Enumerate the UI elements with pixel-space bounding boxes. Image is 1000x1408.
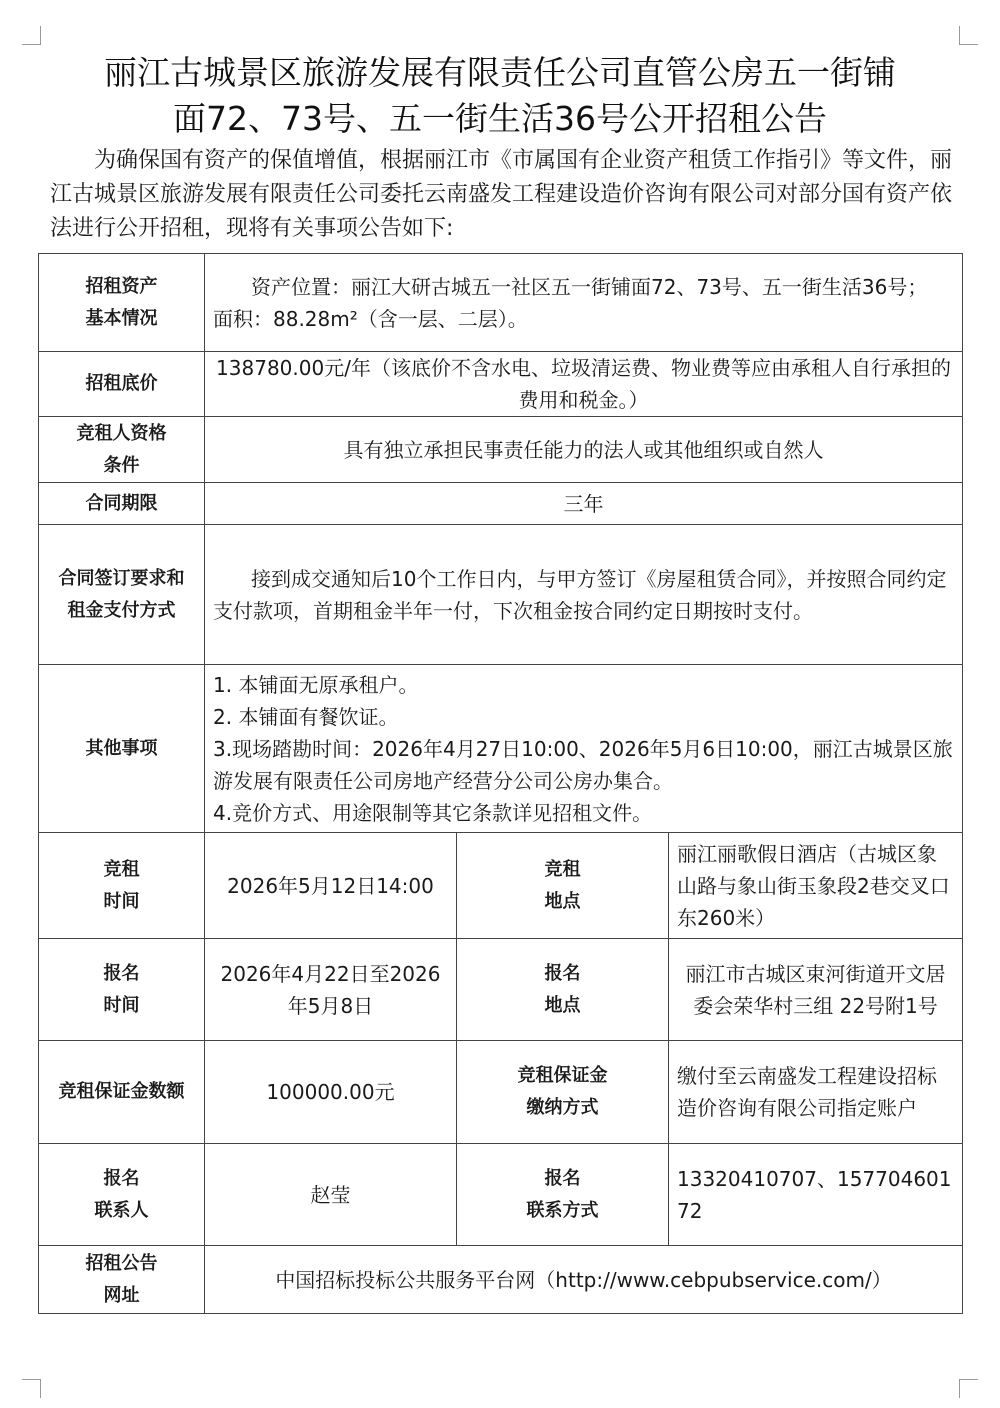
asset-value (205, 254, 963, 352)
reg-place-value: 丽江市古城区束河街道开文居委会荣华村三组 22号附1号 (669, 939, 963, 1041)
reg-time-label: 报名 时间 (39, 939, 205, 1041)
bid-time-label: 竞租 时间 (39, 833, 205, 939)
term-label: 合同期限 (39, 483, 205, 525)
table-row (39, 352, 963, 417)
bid-time-value: 2026年5月12日14:00 (205, 833, 457, 939)
asset-area: 面积：88.28m²（含一层、二层）。 (213, 306, 528, 331)
title-line-1: 丽江古城景区旅游发展有限责任公司直管公房五一街铺 (104, 53, 896, 92)
table-row (39, 1041, 963, 1144)
deposit-label: 竞租保证金数额 (39, 1041, 205, 1144)
table-row (39, 483, 963, 525)
contract-label: 合同签订要求和 租金支付方式 (39, 525, 205, 665)
reg-place-label: 报名 地点 (457, 939, 669, 1041)
bid-place-value: 丽江丽歌假日酒店（古城区象山路与象山街玉象段2巷交叉口东260米） (669, 833, 963, 939)
table-row (39, 254, 963, 352)
table-row (39, 939, 963, 1041)
other-item: 1. 本铺面无原承租户。 (213, 672, 419, 697)
other-item: 4.竞价方式、用途限制等其它条款详见招租文件。 (213, 800, 653, 825)
notice-table (38, 253, 963, 1314)
intro-paragraph: 为确保国有资产的保值增值，根据丽江市《市属国有企业资产租赁工作指引》等文件，丽江古城景区旅游发展有限责任公司委托云南盛发工程建设造价咨询有限公司对部分国有资产依法进行公开招租，现将有关事项公告如下: (50, 148, 953, 241)
other-item: 3.现场踏勘时间：2026年4月27日10:00、2026年5月6日10:00，丽江古城景区旅游发展有限责任公司房地产经营分公司公房办集合。 (213, 736, 953, 793)
other-item: 2. 本铺面有餐饮证。 (213, 704, 399, 729)
crop-mark-bottom-right (959, 1379, 978, 1398)
crop-mark-bottom-left (22, 1379, 41, 1398)
table-row (39, 833, 963, 939)
asset-location: 资产位置：丽江大研古城五一社区五一街铺面72、73号、五一街生活36号； (251, 274, 928, 299)
document-title (40, 50, 960, 142)
contact-label: 报名 联系人 (39, 1144, 205, 1246)
contact-value: 赵莹 (205, 1144, 457, 1246)
crop-mark-top-left (22, 26, 41, 45)
bid-place-label: 竞租 地点 (457, 833, 669, 939)
other-value (205, 665, 963, 833)
deposit-value: 100000.00元 (205, 1041, 457, 1144)
website-label: 招租公告 网址 (39, 1246, 205, 1314)
contract-value: 接到成交通知后10个工作日内，与甲方签订《房屋租赁合同》，并按照合同约定支付款项，首期租金半年一付，下次租金按合同约定日期按时支付。 (205, 525, 963, 665)
qualification-label: 竞租人资格 条件 (39, 417, 205, 483)
contact-phone-label: 报名 联系方式 (457, 1144, 669, 1246)
table-row (39, 665, 963, 833)
other-label: 其他事项 (39, 665, 205, 833)
contact-phone-value: 13320410707、15770460172 (669, 1144, 963, 1246)
base-price-label: 招租底价 (39, 352, 205, 417)
term-value: 三年 (205, 483, 963, 525)
table-row (39, 1144, 963, 1246)
reg-time-value: 2026年4月22日至2026年5月8日 (205, 939, 457, 1041)
asset-label: 招租资产 基本情况 (39, 254, 205, 352)
base-price-value: 138780.00元/年（该底价不含水电、垃圾清运费、物业费等应由承租人自行承担的费用和税金。） (205, 352, 963, 417)
website-link[interactable]: 中国招标投标公共服务平台网（http://www.cebpubservice.com/） (205, 1246, 963, 1314)
deposit-method-label: 竞租保证金 缴纳方式 (457, 1041, 669, 1144)
table-row (39, 1246, 963, 1314)
deposit-method-value: 缴付至云南盛发工程建设招标造价咨询有限公司指定账户 (669, 1041, 963, 1144)
crop-mark-top-right (959, 26, 978, 45)
qualification-value: 具有独立承担民事责任能力的法人或其他组织或自然人 (205, 417, 963, 483)
table-row (39, 417, 963, 483)
title-line-2: 面72、73号、五一街生活36号公开招租公告 (173, 99, 827, 138)
table-row (39, 525, 963, 665)
